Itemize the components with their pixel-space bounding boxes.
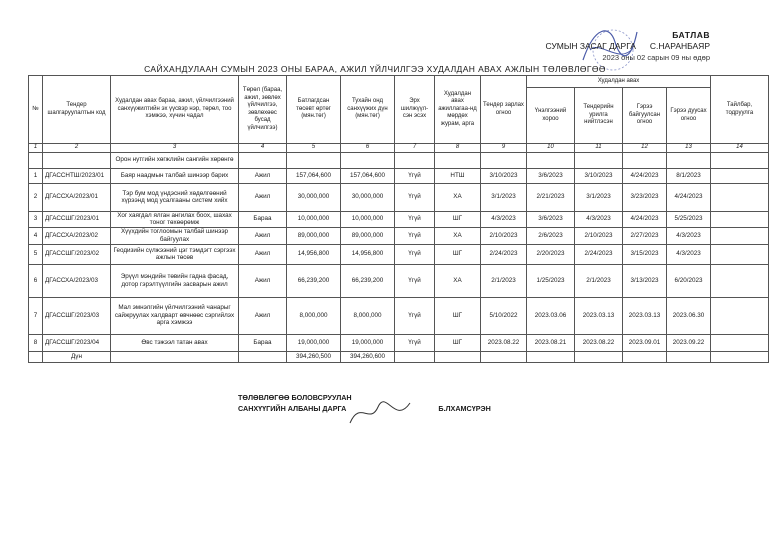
cell-rights: Үгүй bbox=[395, 227, 435, 244]
cell-notes bbox=[711, 168, 769, 183]
cell-estimate: 89,000,000 bbox=[341, 227, 395, 244]
cell-submit: 2/1/2023 bbox=[575, 264, 623, 297]
cell-delivery: 5/25/2023 bbox=[667, 211, 711, 227]
cell-method: ШГ bbox=[435, 334, 481, 351]
table-row bbox=[29, 334, 769, 351]
cell-eval: 2/20/2023 bbox=[527, 244, 575, 264]
cell-desc: Эрүүл мэндийн төвийн гадна фасад, дотор гэрэлтүүлгийн засварын ажил bbox=[111, 264, 239, 297]
cell-budget: 66,239,200 bbox=[287, 264, 341, 297]
cell-type: Ажил bbox=[239, 244, 287, 264]
cell-contract: 3/23/2023 bbox=[623, 183, 667, 211]
col-num: 6 bbox=[341, 144, 395, 153]
cell-no: 4 bbox=[29, 227, 43, 244]
procurement-plan-table bbox=[28, 75, 769, 363]
table-row bbox=[29, 211, 769, 227]
cell-estimate: 10,000,000 bbox=[341, 211, 395, 227]
cell-eval: 1/25/2023 bbox=[527, 264, 575, 297]
section-row bbox=[29, 152, 769, 168]
col-num: 12 bbox=[623, 144, 667, 153]
cell-notes bbox=[711, 334, 769, 351]
cell-code: ДГАССШГ/2023/02 bbox=[43, 244, 111, 264]
cell-submit: 3/10/2023 bbox=[575, 168, 623, 183]
cell-delivery: 8/1/2023 bbox=[667, 168, 711, 183]
cell-method: ШГ bbox=[435, 244, 481, 264]
section-label: Орон нутгийн хөгжлийн сангийн хөрөнгө bbox=[111, 152, 239, 168]
cell-eval: 3/6/2023 bbox=[527, 211, 575, 227]
cell-desc: Геодизийн сүлжээний цэг тэмдэгт сэргээх ажлын төсөв bbox=[111, 244, 239, 264]
cell-desc: Хог хаягдал ялган ангилах боох, шахах тоног төхөөрөмж bbox=[111, 211, 239, 227]
cell-budget: 8,000,000 bbox=[287, 297, 341, 334]
cell-estimate: 8,000,000 bbox=[341, 297, 395, 334]
cell-desc: Мал эмнэлгийн үйлчилгээний чанарыг сайжруулах халдварт өвчнөөс сэргийлэх арга хэмжээ bbox=[111, 297, 239, 334]
cell-desc: Өвс тэжээл татан авах bbox=[111, 334, 239, 351]
table-row bbox=[29, 297, 769, 334]
cell-eval: 2023.08.21 bbox=[527, 334, 575, 351]
cell-contract: 2023.03.13 bbox=[623, 297, 667, 334]
col-num: 1 bbox=[29, 144, 43, 153]
cell-announce: 3/10/2023 bbox=[481, 168, 527, 183]
cell-announce: 2023.08.22 bbox=[481, 334, 527, 351]
cell-notes bbox=[711, 227, 769, 244]
cell-budget: 19,000,000 bbox=[287, 334, 341, 351]
prepared-by-name: Б.ЛХАМСҮРЭН bbox=[438, 404, 491, 413]
cell-submit: 2023.08.22 bbox=[575, 334, 623, 351]
header-no: № bbox=[29, 76, 43, 144]
header-budget: Батлагдсан төсөвт өртөг (мян.төг) bbox=[287, 76, 341, 144]
column-number-row bbox=[29, 144, 769, 153]
cell-notes bbox=[711, 264, 769, 297]
cell-contract: 4/24/2023 bbox=[623, 168, 667, 183]
cell-code: ДГАССШГ/2023/01 bbox=[43, 211, 111, 227]
cell-submit: 4/3/2023 bbox=[575, 211, 623, 227]
cell-code: ДГАССШГ/2023/03 bbox=[43, 297, 111, 334]
header-type: Төрөл (бараа, ажил, зөвлөх үйлчилгээ, зөвлөхөөс бусад үйлчилгээ) bbox=[239, 76, 287, 144]
col-num: 2 bbox=[43, 144, 111, 153]
prepared-by-line1: ТӨЛӨВЛӨГӨӨ БОЛОВСРУУЛАН bbox=[238, 393, 352, 402]
cell-method: ХА bbox=[435, 264, 481, 297]
cell-method: ШГ bbox=[435, 211, 481, 227]
cell-delivery: 2023.06.30 bbox=[667, 297, 711, 334]
header-contract: Гэрээ байгуулсан огноо bbox=[623, 88, 667, 144]
header-eval: Үнэлгээний хороо bbox=[527, 88, 575, 144]
cell-type: Ажил bbox=[239, 227, 287, 244]
cell-method: ШГ bbox=[435, 297, 481, 334]
col-num: 5 bbox=[287, 144, 341, 153]
cell-estimate: 14,956,800 bbox=[341, 244, 395, 264]
cell-submit: 2023.03.13 bbox=[575, 297, 623, 334]
cell-eval: 2023.03.06 bbox=[527, 297, 575, 334]
cell-budget: 30,000,000 bbox=[287, 183, 341, 211]
col-num: 3 bbox=[111, 144, 239, 153]
header-estimate: Тухайн онд санхүүжих дүн (мян.төг) bbox=[341, 76, 395, 144]
cell-submit: 2/10/2023 bbox=[575, 227, 623, 244]
cell-rights: Үгүй bbox=[395, 264, 435, 297]
cell-rights: Үгүй bbox=[395, 168, 435, 183]
approval-heading: БАТЛАВ bbox=[672, 30, 710, 40]
table-row bbox=[29, 183, 769, 211]
cell-no: 5 bbox=[29, 244, 43, 264]
cell-eval: 3/6/2023 bbox=[527, 168, 575, 183]
col-num: 11 bbox=[575, 144, 623, 153]
header-announce: Тендер зарлах огноо bbox=[481, 76, 527, 144]
cell-code: ДГАССХА/2023/03 bbox=[43, 264, 111, 297]
header-code: Тендер шалгаруулалтын код bbox=[43, 76, 111, 144]
cell-method: НТШ bbox=[435, 168, 481, 183]
approval-name: С.НАРАНБАЯР bbox=[649, 41, 710, 51]
cell-estimate: 19,000,000 bbox=[341, 334, 395, 351]
cell-desc: Тэр бум мод үндэсний хөдөлгөөний хүрээнд мод усалгааны систем хийх bbox=[111, 183, 239, 211]
approval-block bbox=[545, 30, 710, 63]
cell-method: ХА bbox=[435, 183, 481, 211]
cell-code: ДГАССШГ/2023/04 bbox=[43, 334, 111, 351]
cell-budget: 157,064,600 bbox=[287, 168, 341, 183]
cell-contract: 4/24/2023 bbox=[623, 211, 667, 227]
cell-contract: 3/13/2023 bbox=[623, 264, 667, 297]
col-num: 4 bbox=[239, 144, 287, 153]
col-num: 8 bbox=[435, 144, 481, 153]
cell-type: Ажил bbox=[239, 183, 287, 211]
cell-type: Ажил bbox=[239, 264, 287, 297]
header-submit: Тендерийн урилга нийтлэсэн bbox=[575, 88, 623, 144]
cell-estimate: 157,064,600 bbox=[341, 168, 395, 183]
table-row bbox=[29, 168, 769, 183]
cell-notes bbox=[711, 183, 769, 211]
cell-no: 1 bbox=[29, 168, 43, 183]
cell-rights: Үгүй bbox=[395, 297, 435, 334]
cell-code: ДГАССХА/2023/01 bbox=[43, 183, 111, 211]
cell-rights: Үгүй bbox=[395, 211, 435, 227]
cell-delivery: 4/3/2023 bbox=[667, 227, 711, 244]
cell-notes bbox=[711, 244, 769, 264]
cell-submit: 3/1/2023 bbox=[575, 183, 623, 211]
header-rights: Эрх шилжүүл-сэн эсэх bbox=[395, 76, 435, 144]
approval-position: СУМЫН ЗАСАГ ДАРГА bbox=[545, 41, 636, 51]
cell-budget: 10,000,000 bbox=[287, 211, 341, 227]
cell-type: Ажил bbox=[239, 297, 287, 334]
cell-delivery: 4/24/2023 bbox=[667, 183, 711, 211]
cell-type: Ажил bbox=[239, 168, 287, 183]
cell-announce: 5/10/2022 bbox=[481, 297, 527, 334]
header-notes: Тайлбар, тодруулга bbox=[711, 76, 769, 144]
approval-date: 2023 оны 02 сарын 09 ны өдөр bbox=[602, 53, 710, 62]
header-method: Худалдан авах ажиллагаа-нд мөрдөх журам, арга bbox=[435, 76, 481, 144]
total-row bbox=[29, 351, 769, 362]
cell-contract: 2/27/2023 bbox=[623, 227, 667, 244]
cell-delivery: 4/3/2023 bbox=[667, 244, 711, 264]
cell-submit: 2/24/2023 bbox=[575, 244, 623, 264]
cell-contract: 2023.09.01 bbox=[623, 334, 667, 351]
cell-no: 2 bbox=[29, 183, 43, 211]
col-num: 10 bbox=[527, 144, 575, 153]
cell-estimate: 30,000,000 bbox=[341, 183, 395, 211]
prepared-by-position: САНХҮҮГИЙН АЛБАНЫ ДАРГА bbox=[238, 404, 347, 413]
cell-notes bbox=[711, 297, 769, 334]
cell-budget: 89,000,000 bbox=[287, 227, 341, 244]
cell-method: ХА bbox=[435, 227, 481, 244]
col-num: 13 bbox=[667, 144, 711, 153]
cell-announce: 2/10/2023 bbox=[481, 227, 527, 244]
table-row bbox=[29, 244, 769, 264]
cell-eval: 2/6/2023 bbox=[527, 227, 575, 244]
cell-code: ДГАССНТШ/2023/01 bbox=[43, 168, 111, 183]
cell-estimate: 66,239,200 bbox=[341, 264, 395, 297]
col-num: 7 bbox=[395, 144, 435, 153]
cell-contract: 3/15/2023 bbox=[623, 244, 667, 264]
cell-no: 3 bbox=[29, 211, 43, 227]
total-label: Дүн bbox=[43, 351, 111, 362]
cell-rights: Үгүй bbox=[395, 183, 435, 211]
header-procurement: Худалдан авах bbox=[527, 76, 711, 88]
cell-type: Бараа bbox=[239, 211, 287, 227]
cell-desc: Хүүхдийн тоглоомын талбай шинээр байгуулах bbox=[111, 227, 239, 244]
cell-announce: 2/1/2023 bbox=[481, 264, 527, 297]
cell-no: 6 bbox=[29, 264, 43, 297]
cell-delivery: 2023.09.22 bbox=[667, 334, 711, 351]
header-description: Худалдан авах бараа, ажил, үйлчилгээний санхүүжилтийн эх үүсвэр нэр, төрөл, тоо хэмжээ, хүчин чадал bbox=[111, 76, 239, 144]
cell-no: 8 bbox=[29, 334, 43, 351]
cell-delivery: 6/20/2023 bbox=[667, 264, 711, 297]
cell-announce: 2/24/2023 bbox=[481, 244, 527, 264]
cell-notes bbox=[711, 211, 769, 227]
cell-announce: 3/1/2023 bbox=[481, 183, 527, 211]
preparer-signature bbox=[345, 395, 415, 430]
cell-rights: Үгүй bbox=[395, 244, 435, 264]
document-title: САЙХАНДУЛААН СУМЫН 2023 ОНЫ БАРАА, АЖИЛ ҮЙЛЧИЛГЭЭ ХУДАЛДАН АВАХ АЖЛЫН ТӨЛӨВЛӨГӨӨ bbox=[144, 64, 606, 74]
cell-budget: 14,956,800 bbox=[287, 244, 341, 264]
col-num: 9 bbox=[481, 144, 527, 153]
cell-rights: Үгүй bbox=[395, 334, 435, 351]
total-estimate: 394,260,600 bbox=[341, 351, 395, 362]
table-row bbox=[29, 227, 769, 244]
cell-no: 7 bbox=[29, 297, 43, 334]
cell-eval: 2/21/2023 bbox=[527, 183, 575, 211]
total-budget: 394,260,500 bbox=[287, 351, 341, 362]
cell-announce: 4/3/2023 bbox=[481, 211, 527, 227]
header-delivery: Гэрээ дуусах огноо bbox=[667, 88, 711, 144]
cell-type: Бараа bbox=[239, 334, 287, 351]
cell-desc: Баяр наадмын талбай шинээр барих bbox=[111, 168, 239, 183]
col-num: 14 bbox=[711, 144, 769, 153]
table-row bbox=[29, 264, 769, 297]
cell-code: ДГАССХА/2023/02 bbox=[43, 227, 111, 244]
